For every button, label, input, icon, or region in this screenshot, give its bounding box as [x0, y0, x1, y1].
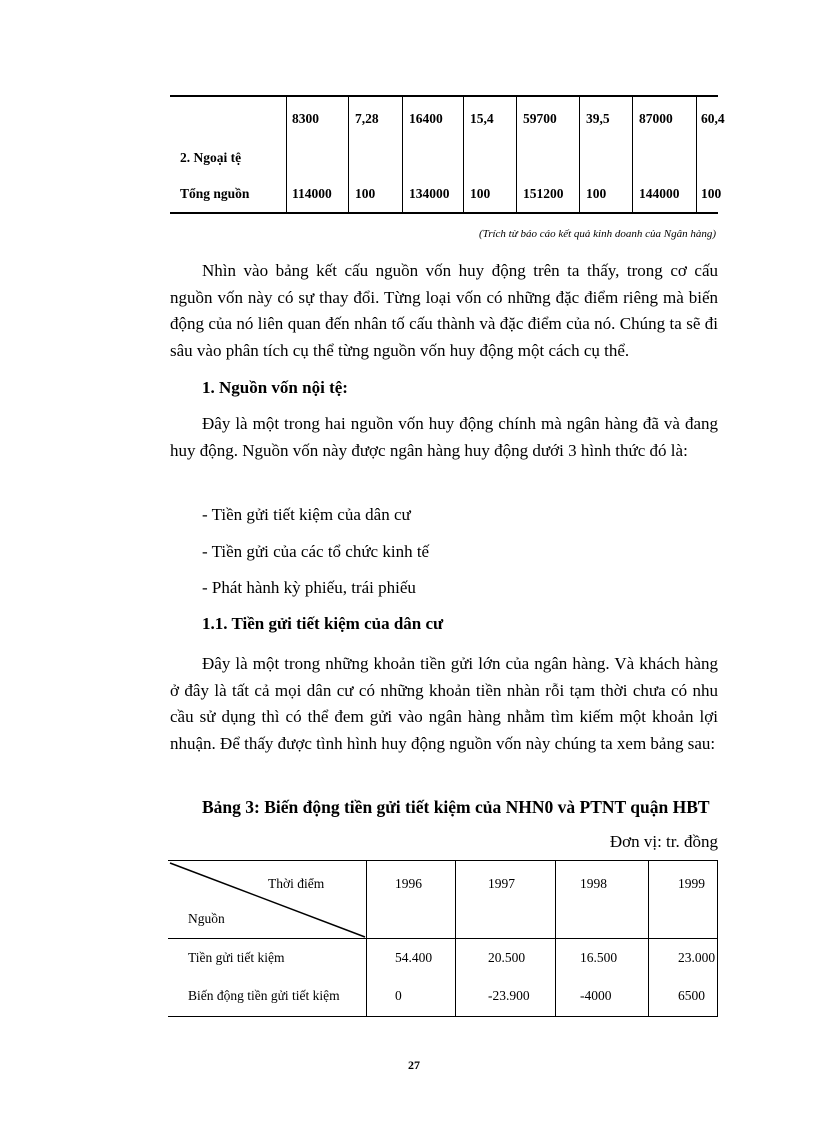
table-cell: 151200: [523, 186, 564, 201]
unit-label: Đơn vị: tr. đồng: [609, 832, 718, 851]
row-label-savings: Tiền gửi tiết kiệm: [188, 950, 285, 965]
table-cell: -23.900: [488, 988, 530, 1003]
table-cell: 0: [395, 988, 402, 1003]
table-cell: 87000: [639, 111, 673, 126]
bullet-item: - Phát hành kỳ phiếu, trái phiếu: [202, 578, 416, 597]
paragraph-analysis: Nhìn vào bảng kết cấu nguồn vốn huy động trên ta thấy, trong cơ cấu nguồn vốn này có sự thay đổi. Từng loại vốn có những đặc điểm riêng mà biến động của nó liên quan đến nhân tố cấu thành và đặc điểm của nó. Chúng ta sẽ đi sâu vào phân tích cụ thể từng nguồn vốn huy động một cách cụ thể.: [170, 261, 718, 360]
header-source-label: Nguồn: [188, 911, 225, 926]
source-note: (Trích từ báo cáo kết quả kinh doanh của Ngân hàng): [479, 228, 716, 240]
table-cell: 100: [470, 186, 491, 201]
table-cell: 54.400: [395, 950, 433, 965]
row-label-foreign-currency: 2. Ngoại tệ: [180, 150, 242, 165]
table-cell: 16400: [409, 111, 443, 126]
header-diagonal: [168, 861, 718, 941]
table-cell: 134000: [409, 186, 450, 201]
row-label-savings-change: Biến động tiền gửi tiết kiệm: [188, 988, 340, 1003]
column-divider: [348, 97, 349, 212]
row-label-total: Tổng nguồn: [180, 186, 250, 201]
table-cell: -4000: [580, 988, 612, 1003]
table-cell: 7,28: [355, 111, 379, 126]
table-cell: 100: [701, 186, 722, 201]
column-divider: [579, 97, 580, 212]
column-divider: [696, 97, 697, 212]
header-time-label: Thời điểm: [268, 876, 325, 891]
column-divider: [402, 97, 403, 212]
table-cell: 8300: [292, 111, 319, 126]
bullet-item: - Tiền gửi của các tổ chức kinh tế: [202, 542, 430, 561]
table-cell: 100: [586, 186, 607, 201]
table-cell: 114000: [292, 186, 332, 201]
paragraph-savings-deposits: Đây là một trong những khoản tiền gửi lớn của ngân hàng. Và khách hàng ở đây là tất cả mọi dân cư có những khoản tiền nhàn rỗi tạm thời chưa có nhu cầu sử dụng thì có thể đem gửi vào ngân hàng nhằm tìm kiếm một khoản lợi nhuận. Để thấy được tình hình huy động nguồn vốn này chúng ta xem bảng sau:: [170, 654, 718, 753]
page-number: 27: [408, 1058, 420, 1072]
savings-deposit-table: [168, 860, 718, 1017]
year-header: 1998: [580, 876, 607, 891]
year-header: 1997: [488, 876, 515, 891]
table-cell: 144000: [639, 186, 680, 201]
table-cell: 60,4: [701, 111, 725, 126]
year-header: 1999: [678, 876, 705, 891]
column-divider: [463, 97, 464, 212]
column-divider: [286, 97, 287, 212]
column-divider: [632, 97, 633, 212]
table-cell: 15,4: [470, 111, 494, 126]
table-title: Bảng 3: Biến động tiền gửi tiết kiệm của NHN0 và PTNT quận HBT: [202, 797, 710, 817]
column-divider: [516, 97, 517, 212]
table-cell: 100: [355, 186, 376, 201]
table-cell: 20.500: [488, 950, 526, 965]
table-cell: 23.000: [678, 950, 716, 965]
year-header: 1996: [395, 876, 422, 891]
capital-structure-table: [170, 95, 725, 214]
paragraph-local-currency: Đây là một trong hai nguồn vốn huy động chính mà ngân hàng đã và đang huy động. Nguồn vốn này được ngân hàng huy động dưới 3 hình thức đó là:: [170, 414, 718, 460]
table-cell: 39,5: [586, 111, 610, 126]
table-cell: 59700: [523, 111, 557, 126]
bullet-item: - Tiền gửi tiết kiệm của dân cư: [202, 505, 411, 524]
table-cell: 16.500: [580, 950, 618, 965]
heading-local-currency: 1. Nguồn vốn nội tệ:: [202, 378, 348, 397]
header-divider: [168, 938, 718, 939]
heading-savings-deposits: 1.1. Tiền gửi tiết kiệm của dân cư: [202, 614, 444, 633]
table-cell: 6500: [678, 988, 705, 1003]
